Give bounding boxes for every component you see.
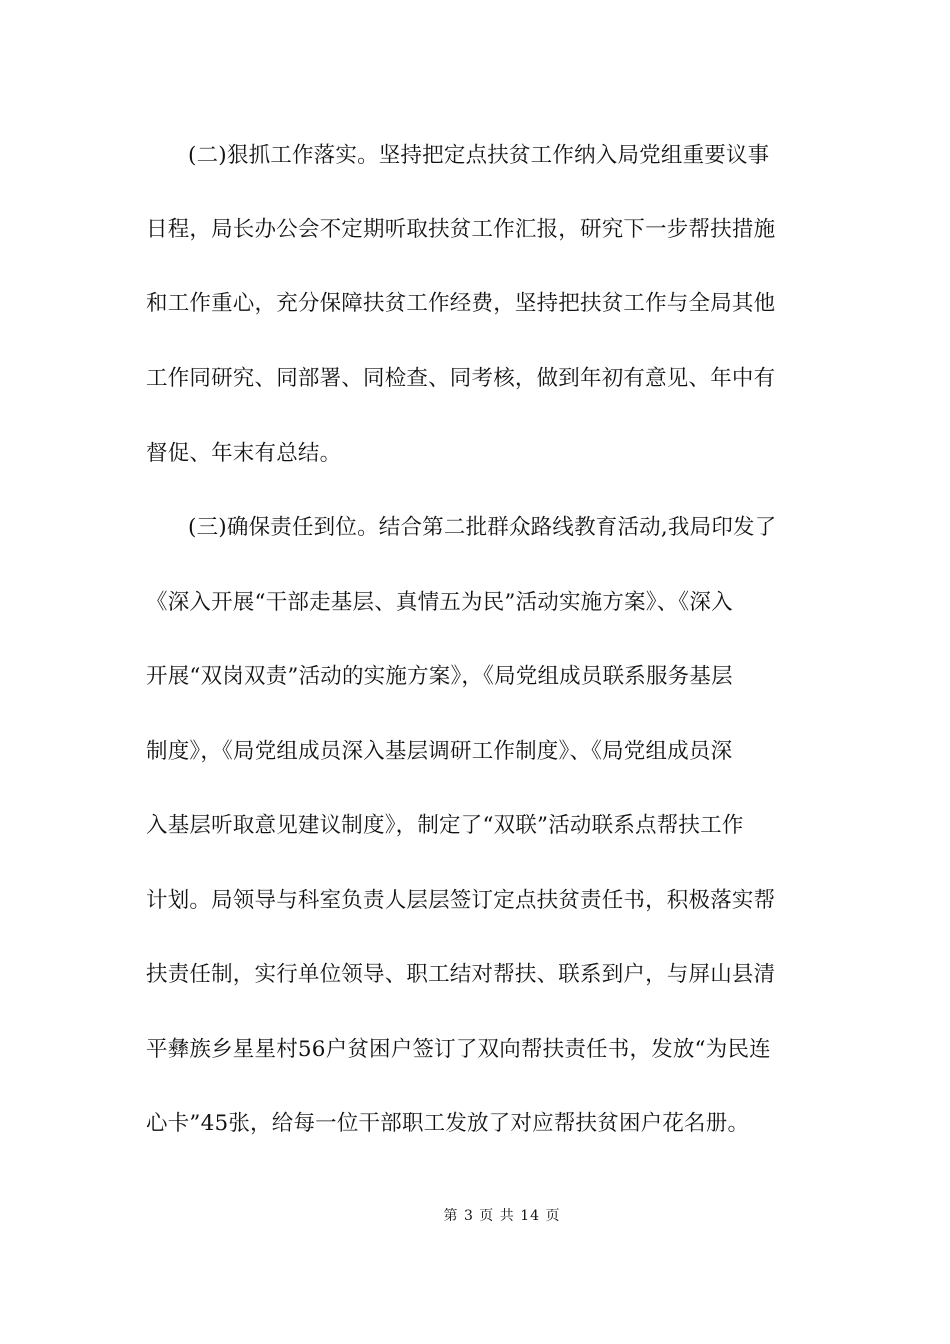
paragraph-2-line-4: 工作同研究、同部署、同检查、同考核，做到年初有意见、年中有 bbox=[146, 366, 776, 391]
paragraph-2-line-1: (二)狠抓工作落实。坚持把定点扶贫工作纳入局党组重要议事 bbox=[188, 143, 770, 168]
paragraph-3-line-3: 开展“双岗双责”活动的实施方案》，《局党组成员联系服务基层 bbox=[146, 664, 733, 689]
paragraph-2-line-2: 日程，局长办公会不定期听取扶贫工作汇报，研究下一步帮扶措施 bbox=[146, 217, 776, 242]
paragraph-2-line-3: 和工作重心，充分保障扶贫工作经费，坚持把扶贫工作与全局其他 bbox=[146, 291, 776, 316]
paragraph-3-line-7: 扶责任制，实行单位领导、职工结对帮扶、联系到户，与屏山县清 bbox=[146, 962, 776, 987]
paragraph-3-line-8: 平彝族乡星星村56户贫困户签订了双向帮扶责任书，发放“为民连 bbox=[146, 1037, 771, 1062]
paragraph-3-line-6: 计划。局领导与科室负责人层层签订定点扶贫责任书，积极落实帮 bbox=[146, 888, 776, 913]
page-number-footer: 第 3 页 共 14 页 bbox=[443, 1208, 561, 1224]
paragraph-3-line-1: (三)确保责任到位。结合第二批群众路线教育活动,我局印发了 bbox=[188, 515, 777, 540]
paragraph-3-line-9: 心卡”45张，给每一位干部职工发放了对应帮扶贫困户花名册。 bbox=[146, 1111, 750, 1136]
paragraph-2-line-5: 督促、年末有总结。 bbox=[146, 441, 342, 466]
paragraph-3-line-2: 《深入开展“干部走基层、真情五为民”活动实施方案》、《深入 bbox=[146, 590, 733, 615]
paragraph-3-line-5: 入基层听取意见建议制度》，制定了“双联”活动联系点帮扶工作 bbox=[146, 813, 744, 838]
paragraph-3-line-4: 制度》，《局党组成员深入基层调研工作制度》、《局党组成员深 bbox=[146, 739, 733, 764]
